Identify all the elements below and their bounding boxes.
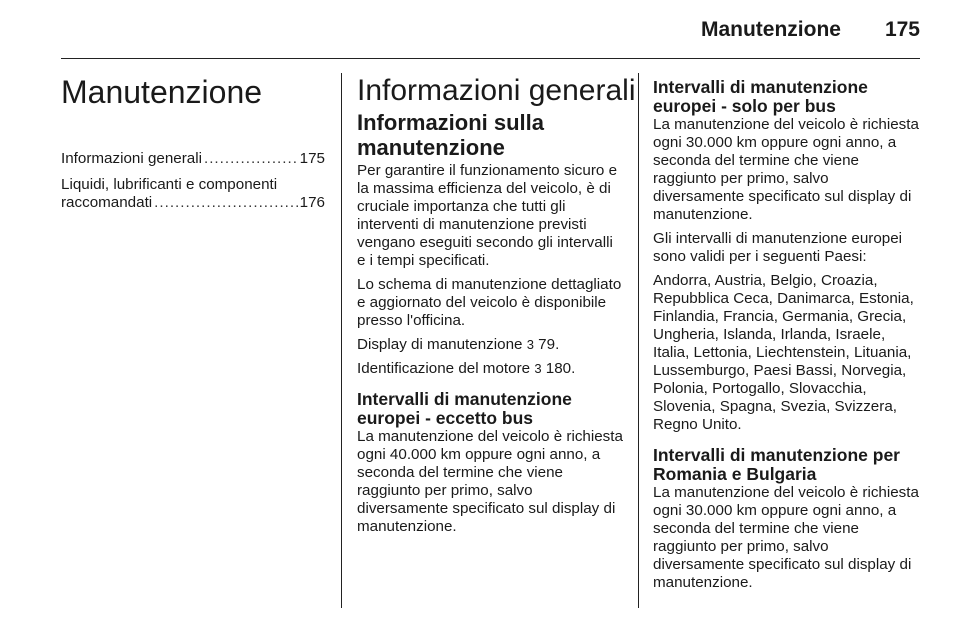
toc-entry-page: 175 (299, 150, 325, 167)
cross-reference-page: 180. (545, 360, 576, 377)
cross-reference[interactable] (357, 336, 623, 354)
subsection-title: Informazioni sulla manutenzione (357, 110, 545, 160)
subheading: Intervalli di manutenzione per Romania e Bulgaria (653, 445, 900, 484)
body-paragraph: Per garantire il funzionamento sicuro e la massima efficienza del veicolo, è di cruciale importanza che tutti gli interventi di manutenzione previsti vengano eseguiti secondo gli intervalli e i tempi specificati. (357, 162, 618, 269)
toc-entry-label: Informazioni generali (61, 150, 202, 167)
column-divider-1 (341, 73, 342, 608)
countries-list: Andorra, Austria, Belgio, Croazia, Repubblica Ceca, Danimarca, Estonia, Finlandia, Francia, Germania, Grecia, Ungheria, Islanda, Irlanda, Israele, Italia, Lettonia, Liechtenstein, Lituania, Lussemburgo, Paesi Bassi, Norvegia, Polonia, Portogallo, Slovacchia, Slovenia, Spagna, Svezia, Svizzera, Regno Unito. (653, 272, 914, 433)
content-column-1 (357, 74, 636, 542)
toc-column (61, 74, 325, 220)
header-rule (61, 58, 920, 59)
header-page-number: 175 (884, 18, 920, 41)
subheading: Intervalli di manutenzione europei - eccetto bus (357, 389, 572, 428)
reference-arrow-icon: 3 (526, 337, 534, 352)
chapter-title: Manutenzione (61, 74, 263, 110)
body-paragraph: Lo schema di manutenzione dettagliato e aggiornato del veicolo è disponibile presso l'officina. (357, 276, 622, 329)
column-divider-2 (638, 73, 639, 608)
cross-reference-page: 79. (538, 336, 560, 353)
subheading: Intervalli di manutenzione europei - solo per bus (653, 77, 868, 116)
toc-leader-dots (204, 150, 298, 168)
cross-reference-text: Display di manutenzione (357, 336, 523, 353)
toc-leader-dots (154, 194, 297, 212)
cross-reference-text: Identificazione del motore (357, 360, 531, 377)
body-paragraph: La manutenzione del veicolo è richiesta ogni 30.000 km oppure ogni anno, a seconda del termine che viene raggiunto per primo, salvo diversamente specificato sul display di manutenzione. (653, 484, 919, 591)
section-title: Informazioni generali (357, 74, 636, 107)
toc-entry[interactable] (61, 176, 325, 212)
toc-entry-label-cont: raccomandati (61, 194, 153, 211)
body-paragraph: La manutenzione del veicolo è richiesta ogni 30.000 km oppure ogni anno, a seconda del termine che viene raggiunto per primo, salvo diversamente specificato sul display di manutenzione. (653, 116, 919, 223)
toc-entry-page: 176 (299, 194, 325, 211)
content-column-2 (653, 74, 921, 598)
reference-arrow-icon: 3 (534, 361, 542, 376)
toc-entry-label: Liquidi, lubrificanti e componenti (61, 176, 278, 193)
body-paragraph: La manutenzione del veicolo è richiesta ogni 40.000 km oppure ogni anno, a seconda del termine che viene raggiunto per primo, salvo diversamente specificato sul display di manutenzione. (357, 428, 623, 535)
toc-entry[interactable] (61, 150, 325, 168)
header-section-title: Manutenzione (700, 18, 841, 41)
body-paragraph: Gli intervalli di manutenzione europei sono validi per i seguenti Paesi: (653, 230, 903, 265)
cross-reference[interactable] (357, 360, 623, 378)
running-header (701, 18, 920, 42)
